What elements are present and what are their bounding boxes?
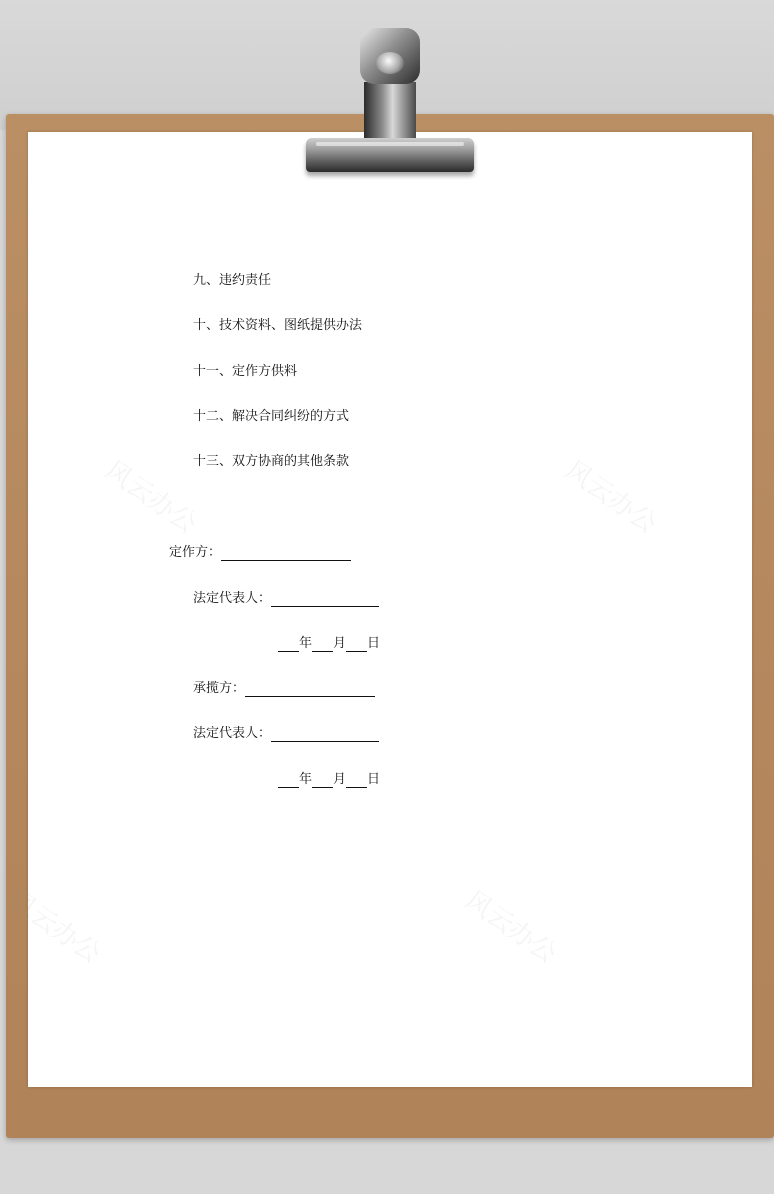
- watermark: 风云办公: [99, 455, 202, 540]
- party-a-label: 定作方：: [169, 545, 222, 560]
- clause-9: 九、违约责任: [193, 273, 272, 288]
- rep-b-blank: [271, 728, 379, 742]
- clause-13: 十三、双方协商的其他条款: [193, 454, 350, 469]
- day-blank: [346, 638, 367, 652]
- day-label: 日: [367, 772, 381, 787]
- clause-10: 十、技术资料、图纸提供办法: [193, 318, 363, 333]
- month-label: 月: [333, 772, 347, 787]
- party-b-line: [193, 681, 375, 697]
- year-label: 年: [299, 772, 313, 787]
- clause-12: 十二、解决合同纠纷的方式: [193, 409, 350, 424]
- clip-shine: [316, 142, 464, 146]
- rep-b-label: 法定代表人：: [193, 726, 272, 741]
- day-label: 日: [367, 636, 381, 651]
- date-b-line: [278, 772, 380, 788]
- month-label: 月: [333, 636, 347, 651]
- month-blank: [312, 638, 333, 652]
- watermark: 风云办公: [459, 885, 562, 970]
- watermark: 风云办公: [559, 455, 662, 540]
- rep-a-blank: [271, 593, 379, 607]
- clause-11: 十一、定作方供料: [193, 364, 298, 379]
- date-a-line: [278, 636, 380, 652]
- clip-hole: [376, 52, 404, 74]
- day-blank: [346, 774, 367, 788]
- paper-sheet: [3, 132, 752, 1087]
- party-b-blank: [245, 683, 375, 697]
- year-blank: [278, 638, 299, 652]
- clip-neck: [364, 82, 416, 142]
- rep-a-line: [193, 591, 379, 607]
- year-blank: [278, 774, 299, 788]
- watermark: 风云办公: [3, 885, 106, 970]
- year-label: 年: [299, 636, 313, 651]
- month-blank: [312, 774, 333, 788]
- party-a-blank: [221, 547, 351, 561]
- rep-a-label: 法定代表人：: [193, 591, 272, 606]
- party-a-line: [169, 545, 351, 561]
- party-b-label: 承揽方：: [193, 681, 246, 696]
- rep-b-line: [193, 726, 379, 742]
